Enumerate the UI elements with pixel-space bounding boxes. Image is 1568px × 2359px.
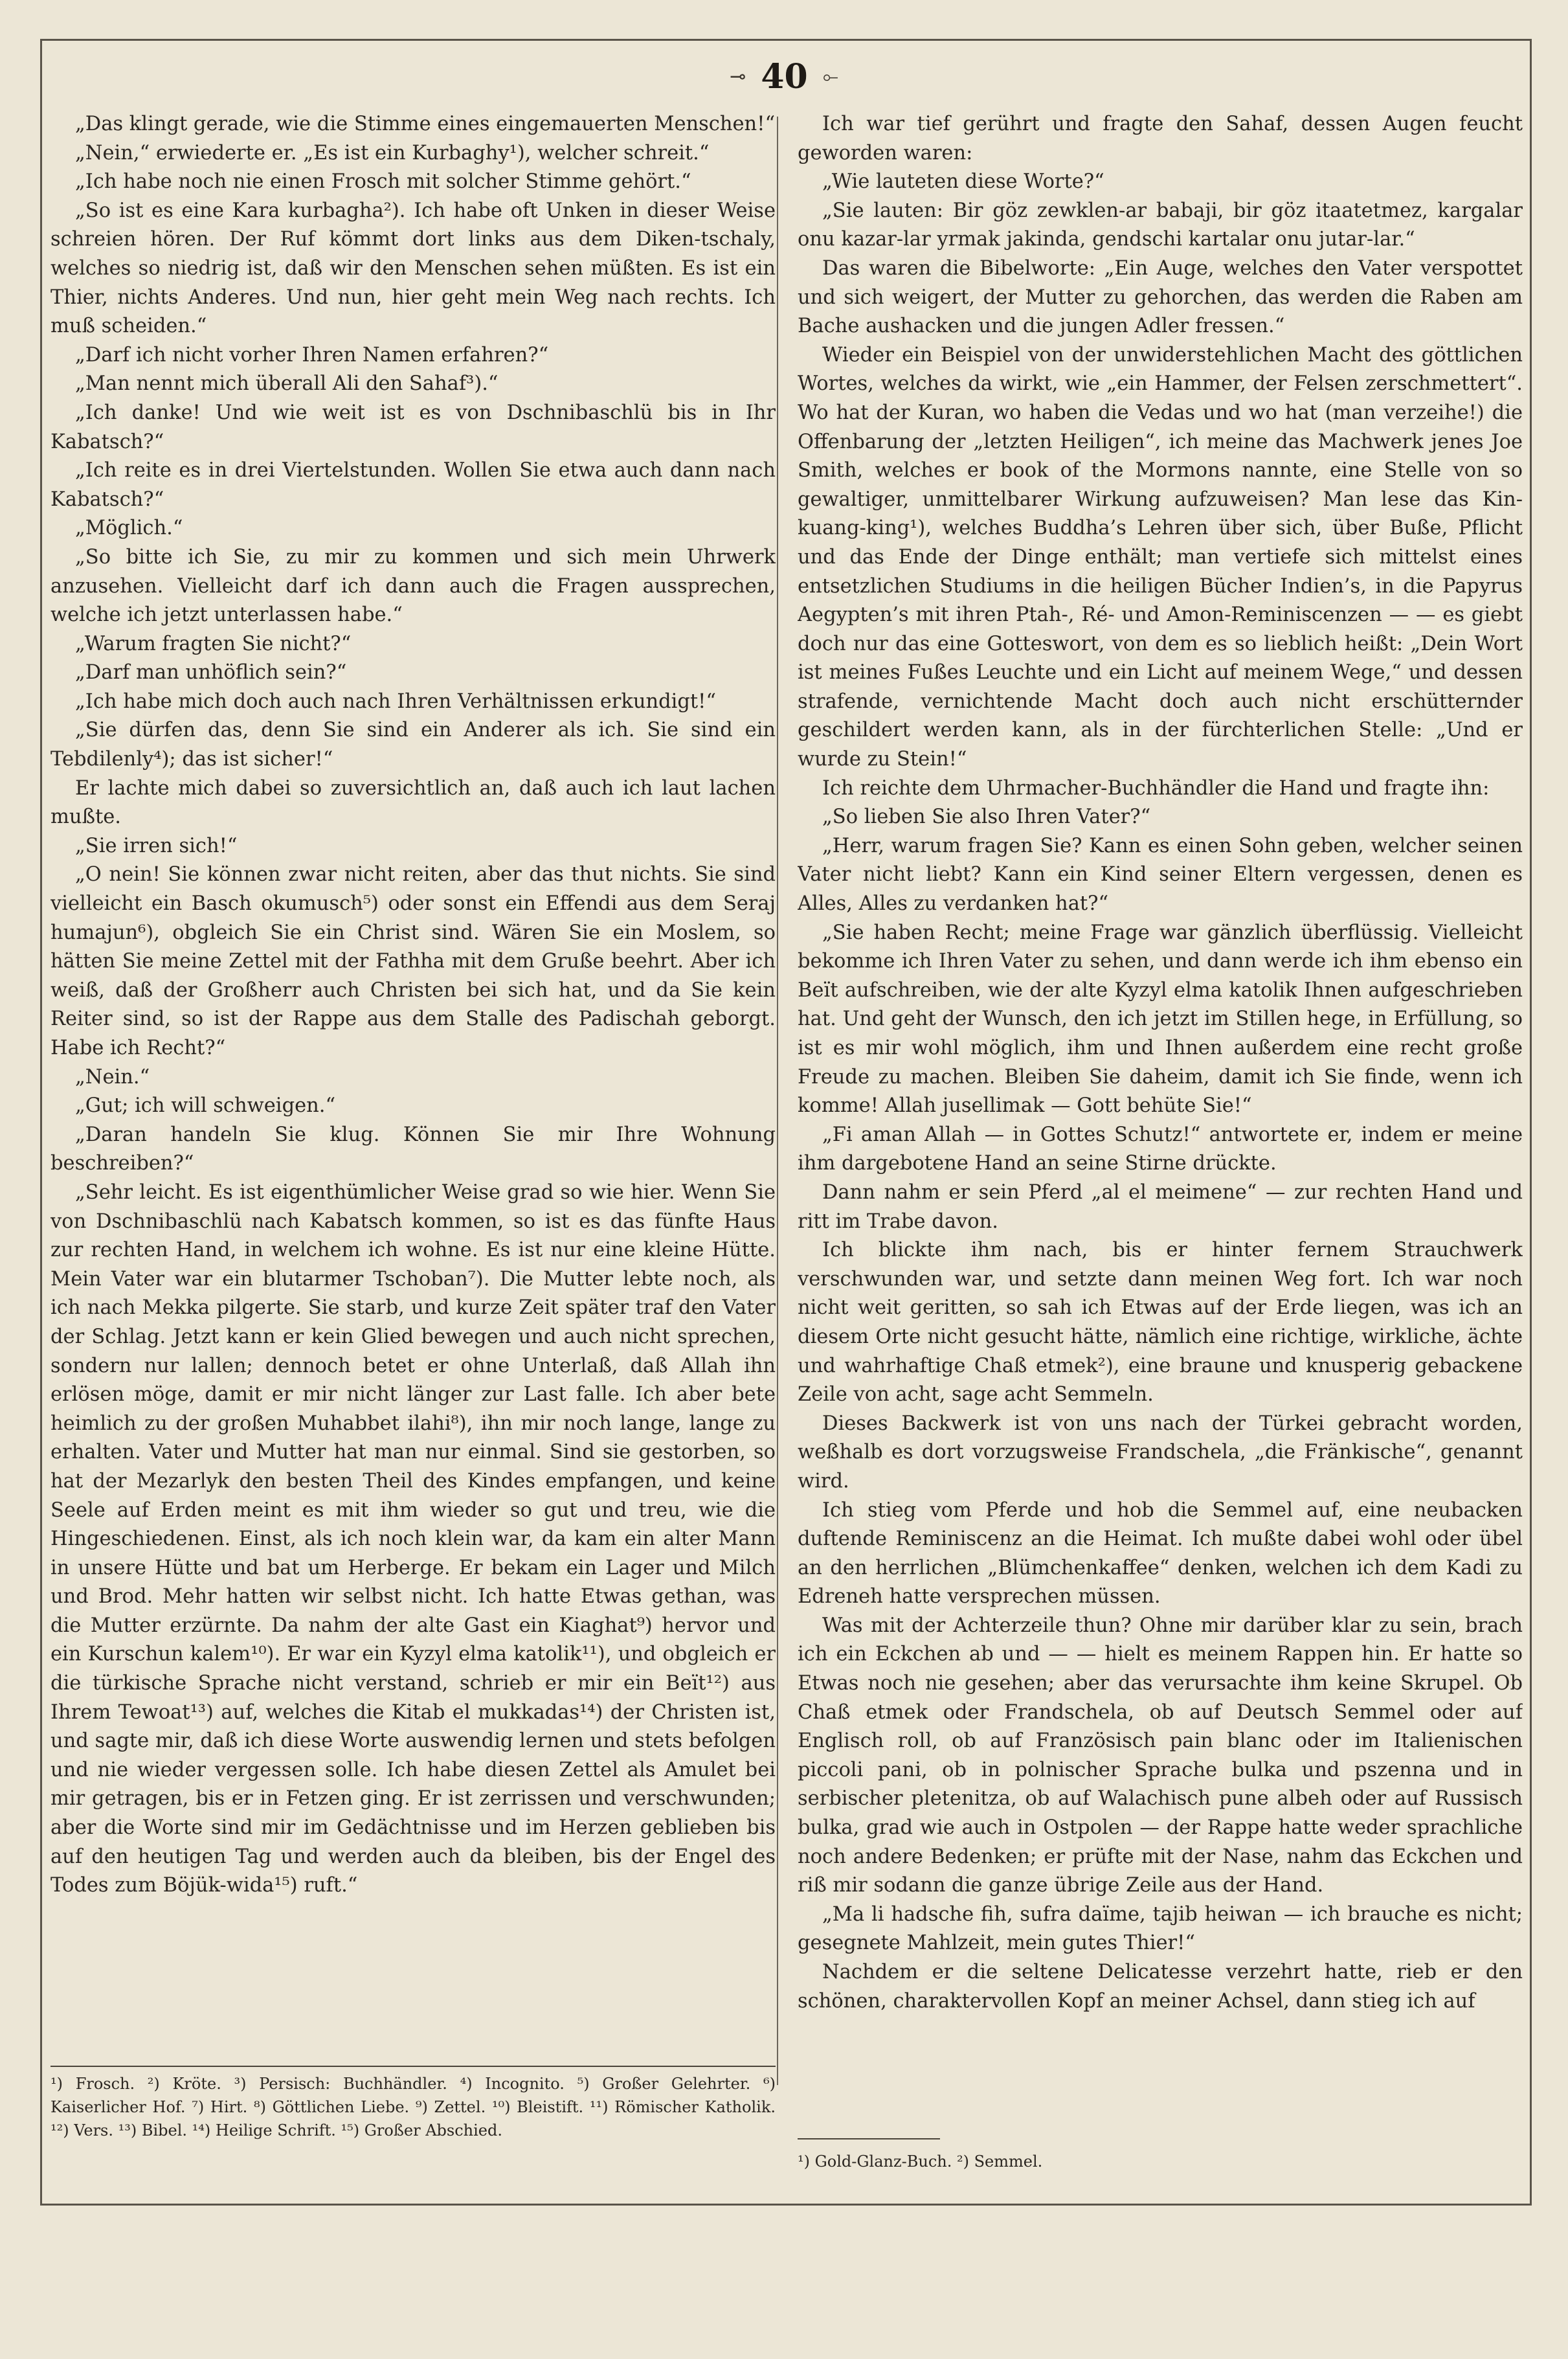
- paragraph: „Darf man unhöflich sein?“: [75, 661, 347, 684]
- paragraph: „Ma li hadsche fih, sufra daïme, tajib heiwan — ich brauche es nicht; gesegnete Mahlzeit, mein gutes Thier!“: [798, 1902, 1523, 1955]
- paragraph: Dieses Backwerk ist von uns nach der Türkei gebracht worden, weßhalb es dort vorzugsweise Frandschela, „die Fränkische“, genannt wird.: [798, 1412, 1523, 1493]
- footnotes-right: ¹) Gold-Glanz-Buch. ²) Semmel.: [798, 2152, 1043, 2171]
- paragraph: „So bitte ich Sie, zu mir zu kommen und sich mein Uhrwerk anzusehen. Vielleicht darf ich dann auch die Fragen aussprechen, welche ich jetzt unterlassen habe.“: [50, 545, 776, 627]
- paragraph: „Wie lauteten diese Worte?“: [822, 170, 1104, 194]
- paragraph: „Ich reite es in drei Viertelstunden. Wollen Sie etwa auch dann nach Kabatsch?“: [50, 459, 776, 511]
- footnote-rule-right: [798, 2138, 940, 2139]
- footnotes-left: ¹) Frosch. ²) Kröte. ³) Persisch: Buchhändler. ⁴) Incognito. ⁵) Großer Gelehrter. ⁶) Kaiserlicher Hof. ⁷) Hirt. ⁸) Göttlichen Liebe. ⁹) Zettel. ¹⁰) Bleistift. ¹¹) Römischer Katholik. ¹²) Vers. ¹³) Bibel. ¹⁴) Heilige Schrift. ¹⁵) Großer Abschied.: [50, 2075, 776, 2139]
- paragraph: „Ich habe noch nie einen Frosch mit solcher Stimme gehört.“: [75, 170, 691, 194]
- page-number: 40: [761, 57, 808, 96]
- paragraph: „Nein.“: [75, 1065, 150, 1089]
- footnote-rule-left: [50, 2066, 776, 2067]
- paragraph: „Das klingt gerade, wie die Stimme eines eingemauerten Menschen!“: [75, 113, 776, 135]
- paragraph: „Sehr leicht. Es ist eigenthümlicher Weise grad so wie hier. Wenn Sie von Dschnibaschlü nach Kabatsch kommen, so ist es das fünfte Haus zur rechten Hand, in welchem ich wohne. Es ist nur eine kleine Hütte. Mein Vater war ein blutarmer Tschoban⁷). Die Mutter lebte noch, als ich nach Mekka pilgerte. Sie starb, und kurze Zeit später traf den Vater der Schlag. Jetzt kann er kein Glied bewegen und auch nicht sprechen, sondern nur lallen; dennoch betet er ohne Unterlaß, daß Allah ihn erlösen möge, damit er mir nicht länger zur Last falle. Ich aber bete heimlich zu der großen Muhabbet ilahi⁸), ihn mir noch lange, lange zu erhalten. Vater und Mutter hat man nur einmal. Sind sie gestorben, so hat der Mezarlyk den besten Theil des Kindes empfangen, und keine Seele auf Erden meint es mit ihm wieder so gut und treu, wie die Hingeschiedenen. Einst, als ich noch klein war, da kam ein alter Mann in unsere Hütte und bat um Herberge. Er bekam ein Lager und Milch und Brod. Mehr hatten wir selbst nicht. Ich hatte Etwas gethan, was die Mutter erzürnte. Da nahm der alte Gast ein Kiaghat⁹) hervor und ein Kurschun kalem¹⁰). Er war ein Kyzyl elma katolik¹¹), und obgleich er die türkische Sprache nicht verstand, schrieb er mir ein Beït¹²) aus Ihrem Tewoat¹³) auf, welches die Kitab el mukkadas¹⁴) der Christen ist, und sagte mir, daß ich diese Worte auswendig lernen und stets befolgen und nie wieder vergessen solle. Ich habe diesen Zettel als Amulet bei mir getragen, bis er in Fetzen ging. Er ist zerrissen und verschwunden; aber die Worte sind mir im Gedächtnisse und im Herzen geblieben bis auf den heutigen Tag und werden auch da bleiben, bis der Engel des Todes zum Böjük-wida¹⁵) ruft.“: [50, 1180, 776, 1897]
- paragraph: „Herr, warum fragen Sie? Kann es einen Sohn geben, welcher seinen Vater nicht liebt? Kann ein Kind seiner Eltern vergessen, denen es Alles, Alles zu verdanken hat?“: [798, 834, 1523, 916]
- paragraph: „Nein,“ erwiederte er. „Es ist ein Kurbaghy¹), welcher schreit.“: [75, 141, 710, 164]
- ornament-left: ⊸: [730, 65, 746, 88]
- column-divider: [777, 117, 778, 2085]
- paragraph: „Fi aman Allah — in Gottes Schutz!“ antwortete er, indem er meine ihm dargebotene Hand an seine Stirne drückte.: [798, 1123, 1523, 1175]
- paragraph: „Sie lauten: Bir göz zewklen-ar babaji, bir göz itaatetmez, kargalar onu kazar-lar yrmak jakinda, gendschi kartalar onu jutar-lar.“: [798, 199, 1523, 251]
- paragraph: Ich stieg vom Pferde und hob die Semmel auf, eine neubacken duftende Reminiscenz an die Heimat. Ich mußte dabei wohl oder übel an den herrlichen „Blümchenkaffee“ denken, welchen ich dem Kadi zu Edreneh hatte versprechen müssen.: [798, 1498, 1523, 1608]
- paragraph: Das waren die Bibelworte: „Ein Auge, welches den Vater verspottet und sich weigert, der Mutter zu gehorchen, das werden die Raben am Bache aushacken und die jungen Adler fressen.“: [798, 256, 1523, 338]
- paragraph: „Sie irren sich!“: [75, 834, 238, 857]
- right-column: [798, 110, 1523, 2111]
- paragraph: „Ich danke! Und wie weit ist es von Dschnibaschlü bis in Ihr Kabatsch?“: [50, 401, 776, 453]
- page-header: [0, 57, 1568, 102]
- paragraph: „Möglich.“: [75, 517, 183, 540]
- paragraph: Ich blickte ihm nach, bis er hinter fernem Strauchwerk verschwunden war, und setzte dann meinen Weg fort. Ich war noch nicht weit geritten, so sah ich Etwas auf der Erde liegen, was ich an diesem Orte nicht gesucht hätte, nämlich eine richtige, wirkliche, ächte und wahrhaftige Chaß etmek²), eine braune und knusperig gebackene Zeile von acht, sage acht Semmeln.: [798, 1239, 1523, 1406]
- paragraph: Nachdem er die seltene Delicatesse verzehrt hatte, rieb er den schönen, charaktervollen Kopf an meiner Achsel, dann stieg ich auf: [798, 1961, 1523, 2013]
- paragraph: „Warum fragten Sie nicht?“: [75, 632, 352, 655]
- paragraph: „Sie haben Recht; meine Frage war gänzlich überflüssig. Vielleicht bekomme ich Ihren Vater zu sehen, und dann werde ich ihm ebenso ein Beït aufschreiben, wie der alte Kyzyl elma katolik Ihnen aufgeschrieben hat. Und geht der Wunsch, den ich jetzt im Stillen hege, in Erfüllung, so ist es mir wohl möglich, ihm und Ihnen außerdem eine recht große Freude zu machen. Bleiben Sie daheim, damit ich Sie finde, wenn ich komme! Allah jusellimak — Gott behüte Sie!“: [798, 921, 1523, 1118]
- paragraph: „Ich habe mich doch auch nach Ihren Verhältnissen erkundigt!“: [75, 690, 717, 713]
- left-column: [50, 110, 776, 2059]
- paragraph: Ich reichte dem Uhrmacher-Buchhändler die Hand und fragte ihn:: [822, 776, 1490, 800]
- paragraph: „O nein! Sie können zwar nicht reiten, aber das thut nichts. Sie sind vielleicht ein Basch okumusch⁵) oder sonst ein Effendi aus dem Seraj humajun⁶), obgleich Sie ein Christ sind. Wären Sie ein Moslem, so hätten Sie meine Zettel mit der Fathha mit dem Gruße beehrt. Aber ich weiß, daß der Großherr auch Christen bei sich hat, und da Sie kein Reiter sind, so ist der Rappe aus dem Stalle des Padischah geborgt. Habe ich Recht?“: [50, 863, 776, 1059]
- paragraph: Dann nahm er sein Pferd „al el meimene“ — zur rechten Hand und ritt im Trabe davon.: [798, 1180, 1523, 1233]
- paragraph: „Gut; ich will schweigen.“: [75, 1094, 336, 1118]
- paragraph: „So ist es eine Kara kurbagha²). Ich habe oft Unken in dieser Weise schreien hören. Der Ruf kömmt dort links aus dem Diken-tschaly, welches so niedrig ist, daß wir den Menschen sehen müßten. Es ist ein Thier, nichts Anderes. Und nun, hier geht mein Weg nach rechts. Ich muß scheiden.“: [50, 199, 776, 338]
- paragraph: Wieder ein Beispiel von der unwiderstehlichen Macht des göttlichen Wortes, welches da wirkt, wie „ein Hammer, der Felsen zerschmettert“. Wo hat der Kuran, wo haben die Vedas und wo hat (man verzeihe!) die Offenbarung der „letzten Heiligen“, ich meine das Machwerk jenes Joe Smith, welches er book of the Mormons nannte, eine Stelle von so gewaltiger, unmittelbarer Wirkung aufzuweisen? Man lese das Kin-kuang-king¹), welches Buddha’s Lehren über sich, über Buße, Pflicht und das Ende der Dinge enthält; man vertiefe sich mittelst eines entsetzlichen Studiums in die heiligen Bücher Indien’s, in die Papyrus Aegypten’s mit ihren Ptah-, Ré- und Amon-Reminiscenzen — — es giebt doch nur das eine Gotteswort, von dem es so lieblich heißt: „Dein Wort ist meines Fußes Leuchte und ein Licht auf meinem Wege,“ und dessen strafende, vernichtende Macht doch auch nicht erschütternder geschildert werden kann, als in der fürchterlichen Stelle: „Und er wurde zu Stein!“: [798, 343, 1523, 771]
- ornament-right: ⟜: [822, 65, 838, 88]
- paragraph: „Man nennt mich überall Ali den Sahaf³).“: [75, 372, 498, 396]
- paragraph: Was mit der Achterzeile thun? Ohne mir darüber klar zu sein, brach ich ein Eckchen ab und — — hielt es meinem Rappen hin. Er hatte so Etwas noch nie gesehen; aber das verursachte ihm keine Skrupel. Ob Chaß etmek oder Frandschela, ob auf Deutsch Semmel oder auf Englisch roll, ob auf Französisch pain blanc oder im Italienischen piccoli pani, ob in polnischer Sprache bulka und pszenna und in serbischer pletenitza, ob auf Walachisch pune albeh oder auf Russisch bulka, grad wie auch in Ostpolen — der Rappe hatte weder sprachliche noch andere Bedenken; er prüfte mit der Nase, nahm das Eckchen und riß mir sodann die ganze übrige Zeile aus der Hand.: [798, 1614, 1523, 1897]
- paragraph: „Darf ich nicht vorher Ihren Namen erfahren?“: [75, 343, 549, 367]
- paragraph: Er lachte mich dabei so zuversichtlich an, daß auch ich laut lachen mußte.: [50, 776, 776, 829]
- paragraph: „Sie dürfen das, denn Sie sind ein Anderer als ich. Sie sind ein Tebdilenly⁴); das ist sicher!“: [50, 719, 776, 771]
- paragraph: „Daran handeln Sie klug. Können Sie mir Ihre Wohnung beschreiben?“: [50, 1123, 776, 1175]
- paragraph: Ich war tief gerührt und fragte den Sahaf, dessen Augen feucht geworden waren:: [798, 113, 1523, 164]
- paragraph: „So lieben Sie also Ihren Vater?“: [822, 806, 1151, 829]
